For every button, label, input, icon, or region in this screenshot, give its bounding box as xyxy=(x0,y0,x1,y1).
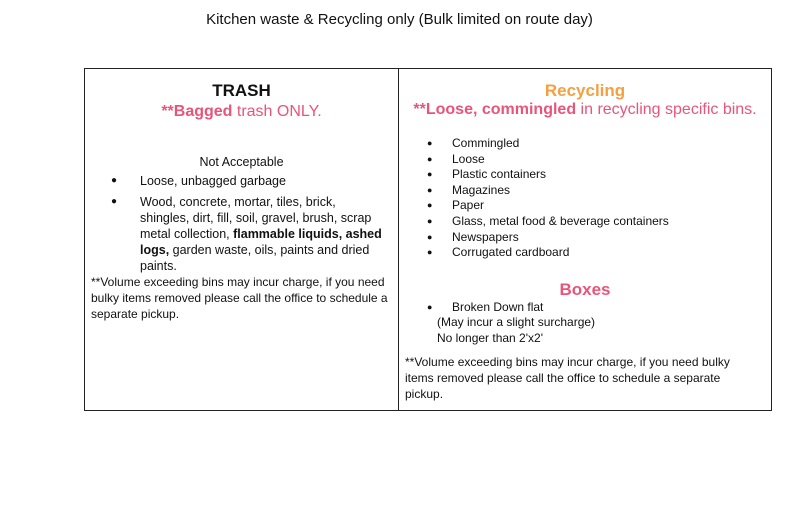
trash-subheading-bold: Bagged xyxy=(173,103,233,120)
list-item: ● Commingled xyxy=(427,136,761,152)
info-table xyxy=(84,68,772,411)
recycling-note: **Volume exceeding bins may incur charge, if you need bulky items removed please call the office to schedule a separate pickup. xyxy=(405,355,730,401)
list-item: ● Plastic containers xyxy=(427,167,761,183)
boxes-detail-size: No longer than 2'x2' xyxy=(437,331,543,345)
trash-subheading-rest: trash ONLY. xyxy=(232,103,322,120)
list-item-text-after: garden waste, oils, paints and dried paints. xyxy=(140,243,370,273)
boxes-detail-surcharge: (May incur a slight surcharge) xyxy=(437,315,596,329)
list-item-text: Loose, unbagged garbage xyxy=(140,174,286,188)
list-item-text-bold: flammable liquids, ashed logs, xyxy=(140,227,382,257)
list-item: ● Corrugated cardboard xyxy=(427,245,761,261)
list-item xyxy=(111,173,388,189)
recycling-subheading-bold: **Loose, commingled xyxy=(413,101,577,118)
trash-column xyxy=(85,69,398,410)
trash-heading: TRASH xyxy=(212,81,271,100)
boxes-heading: Boxes xyxy=(559,280,611,299)
page-title: Kitchen waste & Recycling only (Bulk limited on route day) xyxy=(206,11,593,28)
trash-note: **Volume exceeding bins may incur charge, if you need bulky items removed please call the office to schedule a separate pickup. xyxy=(91,275,388,321)
recycling-heading: Recycling xyxy=(544,81,626,100)
not-acceptable-list xyxy=(111,173,388,279)
list-item: ● Newspapers xyxy=(427,230,761,246)
list-item: ● Broken Down flat xyxy=(427,300,761,316)
list-item: ● Glass, metal food & beverage containers xyxy=(427,214,761,230)
recycling-column xyxy=(399,69,771,410)
list-item: ● Loose xyxy=(427,152,761,168)
list-item: ● Paper xyxy=(427,198,761,214)
trash-subheading-prefix: ** xyxy=(161,103,174,120)
not-acceptable-heading: Not Acceptable xyxy=(199,155,284,169)
boxes-list xyxy=(427,300,761,316)
list-item: ● Magazines xyxy=(427,183,761,199)
recycling-list xyxy=(427,136,761,261)
recycling-subheading xyxy=(399,101,771,119)
recycling-subheading-rest: in recycling specific bins. xyxy=(576,101,757,118)
list-item-text-before: Wood, concrete, mortar, tiles, brick, shingles, dirt, fill, soil, gravel, brush, scrap metal collection, xyxy=(140,195,372,241)
list-item xyxy=(111,194,388,274)
trash-subheading xyxy=(85,103,398,121)
